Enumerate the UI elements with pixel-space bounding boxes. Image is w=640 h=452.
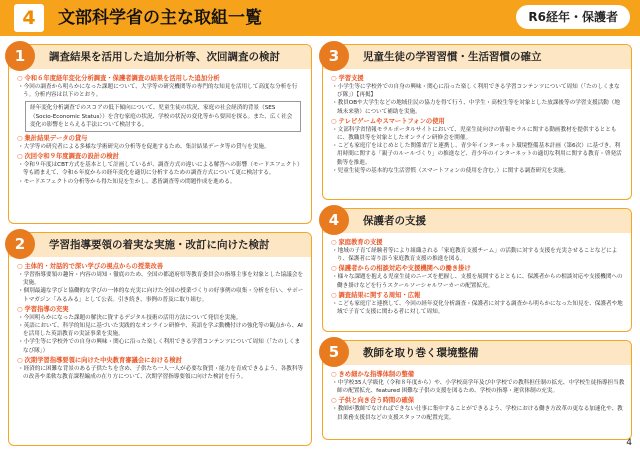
- subheading: ○ 次期学習指導要領に向けた中央教育審議会における検討: [17, 356, 305, 365]
- survey-tag: R6経年・保護者: [516, 5, 630, 29]
- subheading: ○ 子供と向き合う時間の確保: [331, 396, 625, 405]
- section-5-body: [331, 369, 625, 422]
- subheading: ○ テレビゲームやスマートフォンの使用: [331, 117, 625, 126]
- subheading: ○ 保護者からの相談対応や支援機関への働き掛け: [331, 264, 625, 273]
- section-5-card: [322, 340, 632, 440]
- section-3-number: 3: [319, 41, 349, 71]
- bullet-item: ・ 小学生等に学校外での自身の興味・関心に沿った楽しく利用できる学習コンテンツについて周知（「たのしくまなび隊」）: [17, 338, 305, 354]
- section-1-body: [17, 73, 305, 186]
- section-2-body: [17, 261, 305, 381]
- section-3-card: [322, 44, 632, 200]
- subheading: ○ 学習指導の充実: [17, 305, 305, 314]
- header-bar: [0, 0, 640, 36]
- bullet-item: ・ こども家庭庁と連携して、今回の経年変化分析調査・保護者に対する調査から明らかになった知見を、保護者や地域で子育て支援に関わる者に対して周知。: [331, 300, 625, 316]
- section-2-title: 学習指導要領の着実な実施・改訂に向けた検討: [49, 239, 270, 251]
- section-5-number: 5: [319, 337, 349, 367]
- section-2-number: 2: [5, 229, 35, 259]
- bullet-item: ・ 学習指導要領の趣旨・内容の周知・徹底のため、全国の都道府県等教育委員会の指導主事を対象とした協議会を実施。: [17, 271, 305, 287]
- bullet-item: ・ 今回明らかになった課題の解決に資するデジタル技術の活用方法について発信を実施。: [17, 314, 305, 322]
- section-1-number: 1: [5, 41, 35, 71]
- bullet-item: ・ 小学生等に学校外での自身の興味・関心に沿った楽しく利用できる学習コンテンツについて周知（「たのしくまなび隊」）【再掲】: [331, 83, 625, 99]
- bullet-item: ・ モードエフェクトの分析等から得た知見を生かし、悉皆調査等の問題作成を進める。: [17, 178, 305, 186]
- section-4-title: 保護者の支援: [363, 215, 426, 227]
- section-5-title: 教師を取り巻く環境整備: [363, 347, 479, 359]
- bullet-item: ・ 中学校35人学級化（令和８年度から）や、小学校高学年及び中学校での教科担任制の拡充、中学校生徒指導担当教師の配置拡充、featured 困難な子供の支援を図るため、学校の指導・運営体制の充実。: [331, 379, 625, 395]
- bullet-item: ・ 英語において、科学的知見に基づいた実践的なオンライン研修や、英語を学ぶ動機付けの強化等の観点から、AIを活用した英語教育の実証事業を実施。: [17, 322, 305, 338]
- subheading: ○ 集計結果データの貸与: [17, 134, 305, 143]
- header-number-badge: 4: [14, 4, 44, 32]
- subheading: ○ 次回令和９年度調査の設計の検討: [17, 152, 305, 161]
- bullet-item: ・ 個別最適な学びと協働的な学びの一体的な充実に向けた全国の授業づくりの好事例の収集・分析を行い、サポートマガジン「みるみる」として公表。引き続き、事例の普及に取り組む。: [17, 287, 305, 303]
- bullet-item: ・ 教師が教師でなければできない仕事に集中することができるよう、学校における働き方改革の更なる加速化や、教員業務支援員などの支援スタッフの配置充実。: [331, 405, 625, 421]
- section-4-number: 4: [319, 205, 349, 235]
- bullet-item: ・ 文部科学省情報モラルポータルサイトにおいて、児童生徒向けの情報モラルに関する動画教材を提供するとともに、教職員等を対象としたオンライン研修会を開催。: [331, 126, 625, 142]
- section-1-title: 調査結果を活用した追加分析等、次回調査の検討: [49, 51, 280, 63]
- subheading: ○ 家庭教育の支援: [331, 238, 625, 247]
- bullet-item: ・ 今回の調査から明らかになった課題について、大学等の研究機関等の専門的な知見を活用して高度な分析を行う。分析内容は以下のとおり。: [17, 83, 305, 99]
- boxed-note: 経年変化分析調査でのスコアの低下傾向について、児童生徒の状況、家庭の社会経済的背景（SES（Socio-Economic Status））を含む家庭の状況、学校の状況の変化等から要因を探る。また、広く社会変化の影響をとらえる手法について検討する。: [25, 101, 301, 132]
- bullet-item: ・ 令和９年度はCBT方式を基本として計画しているが、調査方式の違いによる解答への影響（モードエフェクト）等も踏まえて、令和６年度からの経年変化を適切に分析するための調査方式について更に検討する。: [17, 161, 305, 177]
- bullet-item: ・ 様々な課題を抱える児童生徒のニーズを把握し、支援を展開するとともに、保護者からの相談対応や支援機関への働き掛けなどを行うスクールソーシャルワーカーの配置拡充。: [331, 273, 625, 289]
- bullet-item: ・ 地域の子育て経験者等により組織される「家庭教育支援チーム」の活動に対する支援を充実させることなどにより、保護者に寄り添う家庭教育支援の推進を図る。: [331, 247, 625, 263]
- bullet-item: ・ こども家庭庁をはじめとした関係省庁と連携し、青少年インターネット環境整備基本計画（第6次）に基づき、利用時間に関する「親子のルールづくり」の推進など、青少年のインターネットの適切な利用に関する教育・啓発活動等を推進。: [331, 142, 625, 167]
- page-title: 文部科学省の主な取組一覧: [58, 8, 262, 28]
- subheading: ○ 学習支援: [331, 74, 625, 83]
- section-1-card: [8, 44, 312, 224]
- section-3-title: 児童生徒の学習習慣・生活習慣の確立: [363, 51, 542, 63]
- page-number: 4: [626, 438, 632, 448]
- bullet-item: ・ 児童生徒等の基本的な生活習慣（スマートフォンの使用を含む。）に関する調査研究を実施。: [331, 167, 625, 175]
- section-2-card: [8, 232, 312, 446]
- subheading: ○ 主体的・対話的で深い学びの視点からの授業改善: [17, 262, 305, 271]
- bullet-item: ・ 教員OBや大学生などの地域住民の協力を得て行う、中学生・高校生等を対象とした放課後等の学習支援活動（地域未来塾）について補助を実施。: [331, 99, 625, 115]
- bullet-item: ・ 大学等の研究者による多様な学術研究の分析等を促進するため、集計結果データ等の貸与を実施。: [17, 143, 305, 151]
- subheading: ○ 調査結果に関する周知・広報: [331, 291, 625, 300]
- section-4-body: [331, 237, 625, 316]
- subheading: ○ きめ細かな指導体制の整備: [331, 370, 625, 379]
- subheading: ○ 令和６年度経年変化分析調査・保護者調査の結果を活用した追加分析: [17, 74, 305, 83]
- section-3-body: [331, 73, 625, 175]
- bullet-item: ・ 経済的に困難な背景のある子供たちを含め、子供たち一人一人が必要な資質・能力を育成できるよう、各教科等の改善や柔軟な教育課程編成の在り方について、次期学習指導要領に向けた検討を行う。: [17, 365, 305, 381]
- section-4-card: [322, 208, 632, 332]
